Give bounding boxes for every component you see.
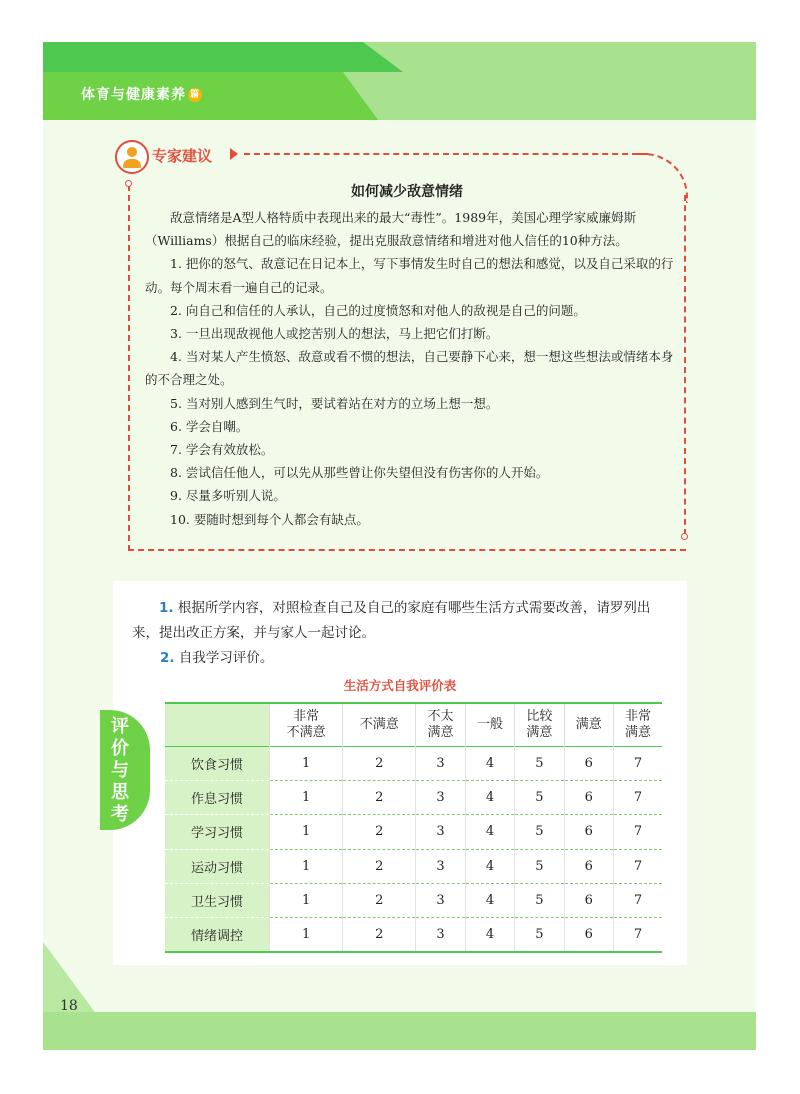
table-row: [165, 815, 662, 849]
rating-cell: 5: [515, 883, 564, 917]
table-header-row: [165, 703, 662, 747]
border-dot: [681, 533, 688, 540]
article-item: 8. 尝试信任他人，可以先从那些曾让你失望但没有伤害你的人开始。: [170, 465, 549, 481]
section-title: [81, 84, 202, 104]
table-row: [165, 883, 662, 917]
dashed-border-top: [244, 153, 648, 155]
question-number: 2.: [160, 650, 175, 666]
rating-cell: 1: [270, 815, 343, 849]
section-badge: 篇: [189, 90, 200, 100]
rating-cell: 3: [416, 781, 465, 815]
rating-cell: 1: [270, 883, 343, 917]
rating-cell: 3: [416, 917, 465, 952]
article-item: 10. 要随时想到每个人都会有缺点。: [170, 511, 369, 527]
table-row: [165, 747, 662, 781]
rating-cell: 7: [613, 815, 662, 849]
column-header: 满意: [564, 703, 613, 747]
dashed-border-bottom: [128, 549, 686, 551]
dashed-border-left: [128, 185, 130, 551]
rating-cell: 5: [515, 781, 564, 815]
page-number: 18: [60, 998, 78, 1014]
row-label: 运动习惯: [165, 849, 270, 883]
rating-cell: 4: [465, 815, 514, 849]
question-text: 根据所学内容，对照检查自己及自己的家庭有哪些生活方式需要改善，请罗列出来，提出改正方案，并与家人一起讨论。: [132, 600, 651, 641]
rating-cell: 4: [465, 781, 514, 815]
table-row: [165, 917, 662, 952]
table-row: [165, 849, 662, 883]
article-paragraph: 敌意情绪是A型人格特质中表现出来的最大“毒性”。1989年，美国心理学家威廉姆斯（Williams）根据自己的临床经验，提出克服敌意情绪和增进对他人信任的10种方法。: [145, 210, 637, 249]
rating-cell: 2: [343, 849, 416, 883]
arrow-right-icon: [230, 148, 238, 160]
row-label: 饮食习惯: [165, 747, 270, 781]
row-label: 作息习惯: [165, 781, 270, 815]
rating-cell: 2: [343, 883, 416, 917]
rating-cell: 6: [564, 815, 613, 849]
article-item: 2. 向自己和信任的人承认，自己的过度愤怒和对他人的敌视是自己的问题。: [170, 302, 586, 318]
article-item: 6. 学会自嘲。: [170, 418, 249, 434]
article-title: 如何减少敌意情绪: [351, 184, 463, 200]
article-item: 1. 把你的怒气、敌意记在日记本上，写下事情发生时自己的想法和感觉，以及自己采取的行动。每个周末看一遍自己的记录。: [145, 256, 674, 295]
article-body: [145, 206, 675, 531]
expert-label: 专家建议: [152, 147, 213, 165]
rating-cell: 3: [416, 849, 465, 883]
rating-cell: 2: [343, 917, 416, 952]
rating-cell: 5: [515, 917, 564, 952]
rating-cell: 4: [465, 849, 514, 883]
rating-cell: 7: [613, 747, 662, 781]
article-item: 5. 当对别人感到生气时，要试着站在对方的立场上想一想。: [170, 395, 499, 411]
footer-band: [43, 1012, 756, 1050]
rating-cell: 5: [515, 747, 564, 781]
rating-cell: 6: [564, 747, 613, 781]
table-row: [165, 781, 662, 815]
dashed-border-right: [684, 195, 686, 535]
rating-cell: 4: [465, 883, 514, 917]
section-title-text: 体育与健康素养: [81, 87, 186, 103]
column-header: 不满意: [343, 703, 416, 747]
row-label: 学习习惯: [165, 815, 270, 849]
question-1: [132, 596, 652, 646]
table-title: 生活方式自我评价表: [343, 678, 457, 693]
rating-cell: 5: [515, 815, 564, 849]
side-tab-label: 评价与思考: [111, 716, 129, 825]
rating-cell: 7: [613, 781, 662, 815]
rating-cell: 5: [515, 849, 564, 883]
column-header: 比较 满意: [515, 703, 564, 747]
rating-cell: 4: [465, 917, 514, 952]
rating-cell: 1: [270, 849, 343, 883]
rating-cell: 7: [613, 917, 662, 952]
header-tab-accent: [43, 42, 403, 72]
article-item: 7. 学会有效放松。: [170, 442, 274, 458]
rating-cell: 2: [343, 815, 416, 849]
rating-cell: 3: [416, 747, 465, 781]
rating-cell: 2: [343, 747, 416, 781]
rating-cell: 1: [270, 747, 343, 781]
expert-avatar-icon: [115, 140, 149, 174]
column-header: 非常 不满意: [270, 703, 343, 747]
rating-cell: 6: [564, 781, 613, 815]
article-item: 3. 一旦出现敌视他人或挖苦别人的想法，马上把它们打断。: [170, 326, 499, 342]
table-corner: [165, 703, 270, 747]
rating-cell: 1: [270, 917, 343, 952]
question-2: [160, 646, 660, 671]
row-label: 卫生习惯: [165, 883, 270, 917]
column-header: 非常 满意: [613, 703, 662, 747]
question-text: 自我学习评价。: [178, 650, 274, 666]
article-item: 4. 当对某人产生愤怒、敌意或看不惯的想法，自己要静下心来，想一想这些想法或情绪本身的不合理之处。: [145, 349, 674, 388]
rating-cell: 6: [564, 883, 613, 917]
article-item: 9. 尽量多听别人说。: [170, 488, 286, 504]
rating-cell: 7: [613, 849, 662, 883]
rating-cell: 4: [465, 747, 514, 781]
column-header: 一般: [465, 703, 514, 747]
rating-cell: 1: [270, 781, 343, 815]
rating-cell: 6: [564, 849, 613, 883]
rating-cell: 6: [564, 917, 613, 952]
rating-cell: 3: [416, 815, 465, 849]
rating-cell: 2: [343, 781, 416, 815]
question-number: 1.: [159, 600, 174, 616]
column-header: 不太 满意: [416, 703, 465, 747]
evaluation-table: [165, 702, 662, 953]
rating-cell: 7: [613, 883, 662, 917]
row-label: 情绪调控: [165, 917, 270, 952]
rating-cell: 3: [416, 883, 465, 917]
